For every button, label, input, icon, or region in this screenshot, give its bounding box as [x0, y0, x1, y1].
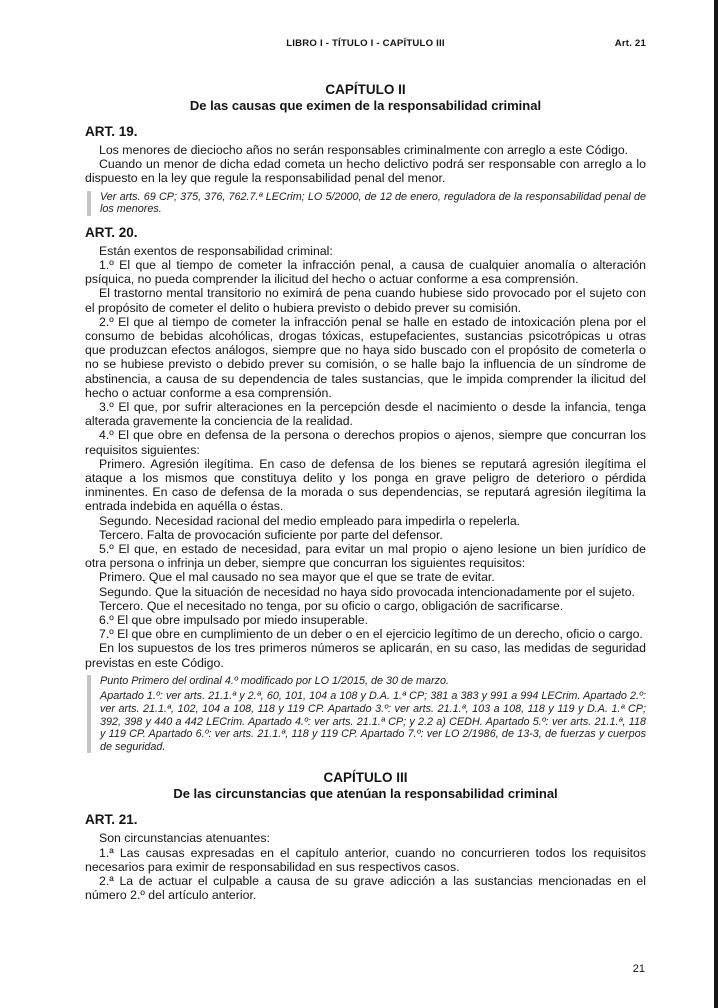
paragraph: Los menores de dieciocho años no serán responsables criminalmente con arreglo a este Código. [99, 143, 629, 157]
breadcrumb: LIBRO I - TÍTULO I - CAPÍTULO III [286, 38, 445, 49]
paragraph: 3.º El que, por sufrir alteraciones en la percepción desde el nacimiento o desde la infancia, tenga alterada gravemente la conciencia de la realidad. [85, 400, 646, 429]
scan-edge-bar [714, 0, 718, 1008]
paragraph: Segundo. Que la situación de necesidad no haya sido provocada intencionadamente por el sujeto. [99, 584, 635, 599]
paragraph: Segundo. Necesidad racional del medio empleado para impedirla o repelerla. [99, 513, 521, 528]
paragraph: 1.ª Las causas expresadas en el capítulo anterior, cuando no concurrieren todos los requisitos necesarios para eximir de responsabilidad en sus respectivos casos. [85, 845, 646, 874]
chapter-2-title: CAPÍTULO II [325, 82, 406, 97]
paragraph: Primero. Que el mal causado no sea mayor que el que se trate de evitar. [99, 570, 495, 585]
paragraph: 6.º El que obre impulsado por miedo insuperable. [99, 613, 369, 628]
article-20-heading: ART. 20. [85, 224, 138, 240]
paragraph: Cuando un menor de dicha edad cometa un hecho delictivo podrá ser responsable con arreglo a lo dispuesto en la ley que regule la responsabilidad penal del menor. [85, 157, 646, 186]
chapter-3-subtitle: De las circunstancias que atenúan la responsabilidad criminal [173, 786, 558, 802]
paragraph: 2.ª La de actuar el culpable a causa de su grave adicción a las sustancias mencionadas en el número 2.º del artículo anterior. [85, 874, 646, 903]
note-paragraph: Apartado 1.º: ver arts. 21.1.ª y 2.ª, 60, 101, 104 a 108 y D.A. 1.ª CP; 381 a 383 y 991 a 994 LECrim. Apartado 2.º: ver arts. 21.1.ª, 102, 104 a 108, 118 y 119 CP. Apartado 3.º: ver arts. 21.1.ª, 103 a 108, 118 y 119 y D.A. 1.ª CP; 392, 398 y 440 a 442 LECrim. Apartado 4.º: ver arts. 21.1.ª CP; y 2.2 a) CEDH. Apartado 5.º: ver arts. 21.1.ª, 118 y 119 CP. Apartado 6.º: ver arts. 21.1.ª, 118 y 119 CP. Apartado 7.º: ver LO 2/1986, de 13-3, de fuerzas y cuerpos de seguridad. [100, 690, 646, 753]
paragraph: 4.º El que obre en defensa de la persona o derechos propios o ajenos, siempre que concurran los requisitos siguientes: [85, 428, 646, 457]
legal-note-art-20 [87, 675, 646, 754]
paragraph: En los supuestos de los tres primeros números se aplicarán, en su caso, las medidas de seguridad previstas en este Código. [85, 641, 646, 670]
paragraph: Están exentos de responsabilidad criminal: [99, 243, 333, 258]
paragraph: Tercero. Falta de provocación suficiente por parte del defensor. [99, 527, 443, 542]
paragraph: 2.º El que al tiempo de cometer la infracción penal se halle en estado de intoxicación plena por el consumo de bebidas alcohólicas, drogas tóxicas, estupefacientes, sustancias psicotrópicas u otras que produzcan efectos análogos, siempre que no haya sido buscado con el propósito de cometerla o no se hubiese previsto o debido prever su comisión, o se halle bajo la influencia de un síndrome de abstinencia, a causa de su dependencia de tales sustancias, que le impida comprender la ilicitud del hecho o actuar conforme a esa comprensión. [85, 314, 646, 400]
paragraph: 7.º El que obre en cumplimiento de un deber o en el ejercicio legítimo de un derecho, oficio o cargo. [99, 627, 643, 642]
chapter-3-title: CAPÍTULO III [323, 770, 408, 786]
running-header [85, 38, 646, 51]
article-19-heading: ART. 19. [85, 124, 138, 139]
note-paragraph: Punto Primero del ordinal 4.º modificado por LO 1/2015, de 30 de marzo. [100, 674, 450, 687]
legal-note-art-19 [87, 191, 646, 216]
paragraph: Primero. Agresión ilegítima. En caso de defensa de los bienes se reputará agresión ilegítima el ataque a los mismos que constituya delito y los ponga en grave peligro de deterioro o pérdida inminentes. En caso de defensa de la morada o sus dependencias, se reputará agresión ilegítima la entrada indebida en aquélla o éstas. [85, 456, 646, 514]
article-21-heading: ART. 21. [85, 812, 138, 828]
chapter-2-subtitle: De las causas que eximen de la responsabilidad criminal [189, 98, 542, 113]
paragraph: Tercero. Que el necesitado no tenga, por su oficio o cargo, obligación de sacrificarse. [99, 598, 564, 613]
paragraph: 1.º El que al tiempo de cometer la infracción penal, a causa de cualquier anomalía o alteración psíquica, no pueda comprender la ilicitud del hecho o actuar conforme a esa comprensión. [85, 258, 646, 287]
paragraph: 5.º El que, en estado de necesidad, para evitar un mal propio o ajeno lesione un bien jurídico de otra persona o infrinja un deber, siempre que concurran los siguientes requisitos: [85, 542, 646, 571]
paragraph: El trastorno mental transitorio no eximirá de pena cuando hubiese sido provocado por el sujeto con el propósito de cometer el delito o hubiera previsto o debido prever su comisión. [85, 286, 646, 315]
page-number: 21 [632, 963, 645, 975]
page-content [85, 38, 646, 902]
paragraph: Son circunstancias atenuantes: [99, 831, 270, 846]
note-paragraph: Ver arts. 69 CP; 375, 376, 762.7.ª LECrim; LO 5/2000, de 12 de enero, reguladora de la responsabilidad penal de los menores. [100, 190, 646, 216]
article-ref: Art. 21 [614, 38, 646, 49]
